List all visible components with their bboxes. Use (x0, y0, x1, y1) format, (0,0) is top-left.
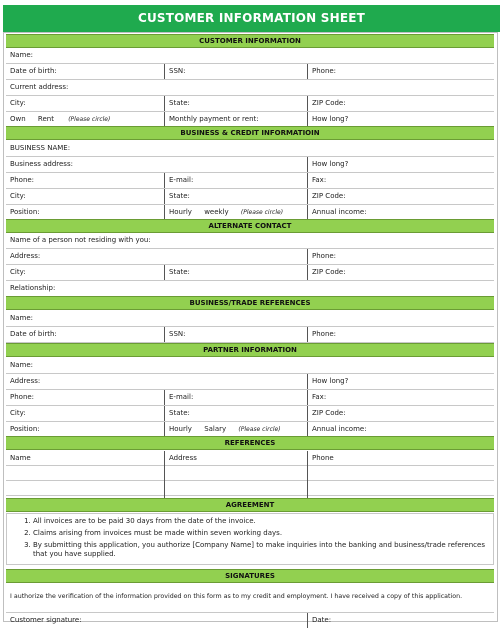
partner-fax-field[interactable]: Fax: (307, 390, 494, 405)
business-city-row (6, 189, 494, 205)
business-fax-field[interactable]: Fax: (307, 173, 494, 188)
trade-name-field[interactable]: Name: (10, 314, 34, 322)
business-annual-income-field[interactable]: Annual income: (307, 205, 494, 220)
partner-name-field[interactable]: Name: (10, 361, 34, 369)
customer-dob-row (6, 64, 494, 80)
partner-email-field[interactable]: E-mail: (164, 390, 307, 405)
partner-annual-income-field[interactable]: Annual income: (307, 422, 494, 437)
alternate-phone-field[interactable]: Phone: (307, 249, 494, 264)
alternate-zip-field[interactable]: ZIP Code: (307, 265, 494, 280)
business-position-field[interactable]: Position: (10, 208, 40, 216)
partner-address-field[interactable]: Address: (10, 377, 41, 385)
please-circle-note: (Please circle) (68, 116, 111, 123)
customer-dob-field[interactable]: Date of birth: (10, 67, 57, 75)
partner-phone-field[interactable]: Phone: (10, 393, 35, 401)
customer-name-field[interactable]: Name: (10, 51, 34, 59)
trade-name-row (6, 311, 494, 327)
alternate-address-field[interactable]: Address: (10, 252, 41, 260)
partner-position-field[interactable]: Position: (10, 425, 40, 433)
section-header-alternate: ALTERNATE CONTACT (6, 219, 494, 233)
customer-address-field[interactable]: Current address: (10, 83, 69, 91)
alternate-name-row (6, 233, 494, 249)
trade-phone-field[interactable]: Phone: (307, 327, 494, 342)
table-row (6, 466, 494, 481)
references-header-name: Name (10, 454, 31, 462)
business-phone-field[interactable]: Phone: (10, 176, 35, 184)
business-email-field[interactable]: E-mail: (164, 173, 307, 188)
trade-dob-field[interactable]: Date of birth: (10, 330, 57, 338)
business-how-long-field[interactable]: How long? (307, 157, 494, 172)
customer-zip-field[interactable]: ZIP Code: (307, 96, 494, 111)
reference-name-cell[interactable] (6, 466, 164, 481)
section-header-signatures: SIGNATURES (6, 569, 494, 583)
reference-address-cell[interactable] (164, 481, 307, 496)
customer-monthly-payment-field[interactable]: Monthly payment or rent: (164, 112, 307, 127)
customer-city-row (6, 96, 494, 112)
signature-row (6, 612, 494, 628)
alternate-relationship-field[interactable]: Relationship: (10, 284, 56, 292)
section-header-partner: PARTNER INFORMATION (6, 343, 494, 357)
agreement-item: 2. Claims arising from invoices must be made within seven working days. (33, 529, 493, 538)
customer-name-row (6, 48, 494, 64)
business-address-row (6, 157, 494, 173)
customer-state-field[interactable]: State: (164, 96, 307, 111)
own-option[interactable]: Own (10, 115, 26, 123)
partner-city-field[interactable]: City: (10, 409, 26, 417)
partner-name-row (6, 358, 494, 374)
business-pay-type-choice[interactable] (164, 205, 307, 220)
agreement-box (6, 513, 494, 565)
agreement-item: 3. By submitting this application, you authorize [Company Name] to make inquiries into the banking and business/trade references that you have supplied. (33, 541, 493, 559)
customer-how-long-field[interactable]: How long? (307, 112, 494, 127)
references-header-row (6, 451, 494, 466)
customer-signature-field[interactable]: Customer signature: (10, 616, 82, 624)
alternate-state-field[interactable]: State: (164, 265, 307, 280)
section-header-agreement: AGREEMENT (6, 498, 494, 512)
alternate-city-field[interactable]: City: (10, 268, 26, 276)
customer-address-row (6, 80, 494, 96)
business-phone-row (6, 173, 494, 189)
alternate-relationship-row (6, 281, 494, 297)
partner-city-row (6, 406, 494, 422)
sheet-title: CUSTOMER INFORMATION SHEET (3, 5, 500, 32)
business-name-row (6, 141, 494, 157)
partner-pay-type-choice[interactable] (164, 422, 307, 437)
alternate-city-row (6, 265, 494, 281)
section-header-customer: CUSTOMER INFORMATION (6, 34, 494, 48)
partner-state-field[interactable]: State: (164, 406, 307, 421)
salary-option[interactable]: Salary (204, 425, 227, 433)
section-header-business: BUSINESS & CREDIT INFORMATIOIN (6, 126, 494, 140)
signature-date-field[interactable]: Date: (307, 613, 494, 628)
reference-name-cell[interactable] (6, 481, 164, 496)
partner-phone-row (6, 390, 494, 406)
rent-option[interactable]: Rent (37, 115, 54, 123)
hourly-option[interactable]: Hourly (169, 208, 192, 216)
reference-phone-cell[interactable] (307, 466, 494, 481)
reference-address-cell[interactable] (164, 466, 307, 481)
weekly-option[interactable]: weekly (204, 208, 229, 216)
trade-ssn-field[interactable]: SSN: (164, 327, 307, 342)
partner-how-long-field[interactable]: How long? (307, 374, 494, 389)
alternate-address-row (6, 249, 494, 265)
partner-address-row (6, 374, 494, 390)
authorization-statement: I authorize the verification of the information provided on this form as to my credit and employment. I have received a copy of this application. (10, 593, 463, 600)
references-header-address: Address (164, 451, 307, 466)
alternate-name-field[interactable]: Name of a person not residing with you: (10, 236, 151, 244)
section-header-references: REFERENCES (6, 436, 494, 450)
section-header-trade: BUSINESS/TRADE REFERENCES (6, 296, 494, 310)
own-rent-choice[interactable] (6, 112, 164, 127)
business-city-field[interactable]: City: (10, 192, 26, 200)
partner-zip-field[interactable]: ZIP Code: (307, 406, 494, 421)
customer-ssn-field[interactable]: SSN: (164, 64, 307, 79)
business-address-field[interactable]: Business address: (10, 160, 73, 168)
agreement-list (7, 517, 493, 559)
business-name-field[interactable]: BUSINESS NAME: (10, 144, 71, 152)
agreement-item: 1. All invoices are to be paid 30 days from the date of the invoice. (33, 517, 493, 526)
references-header-phone: Phone (307, 451, 494, 466)
trade-dob-row (6, 327, 494, 343)
business-zip-field[interactable]: ZIP Code: (307, 189, 494, 204)
reference-phone-cell[interactable] (307, 481, 494, 496)
customer-phone-field[interactable]: Phone: (307, 64, 494, 79)
business-state-field[interactable]: State: (164, 189, 307, 204)
table-row (6, 481, 494, 496)
please-circle-note: (Please circle) (240, 209, 284, 216)
hourly-option[interactable]: Hourly (169, 425, 192, 433)
customer-city-field[interactable]: City: (10, 99, 26, 107)
please-circle-note: (Please circle) (238, 426, 281, 433)
